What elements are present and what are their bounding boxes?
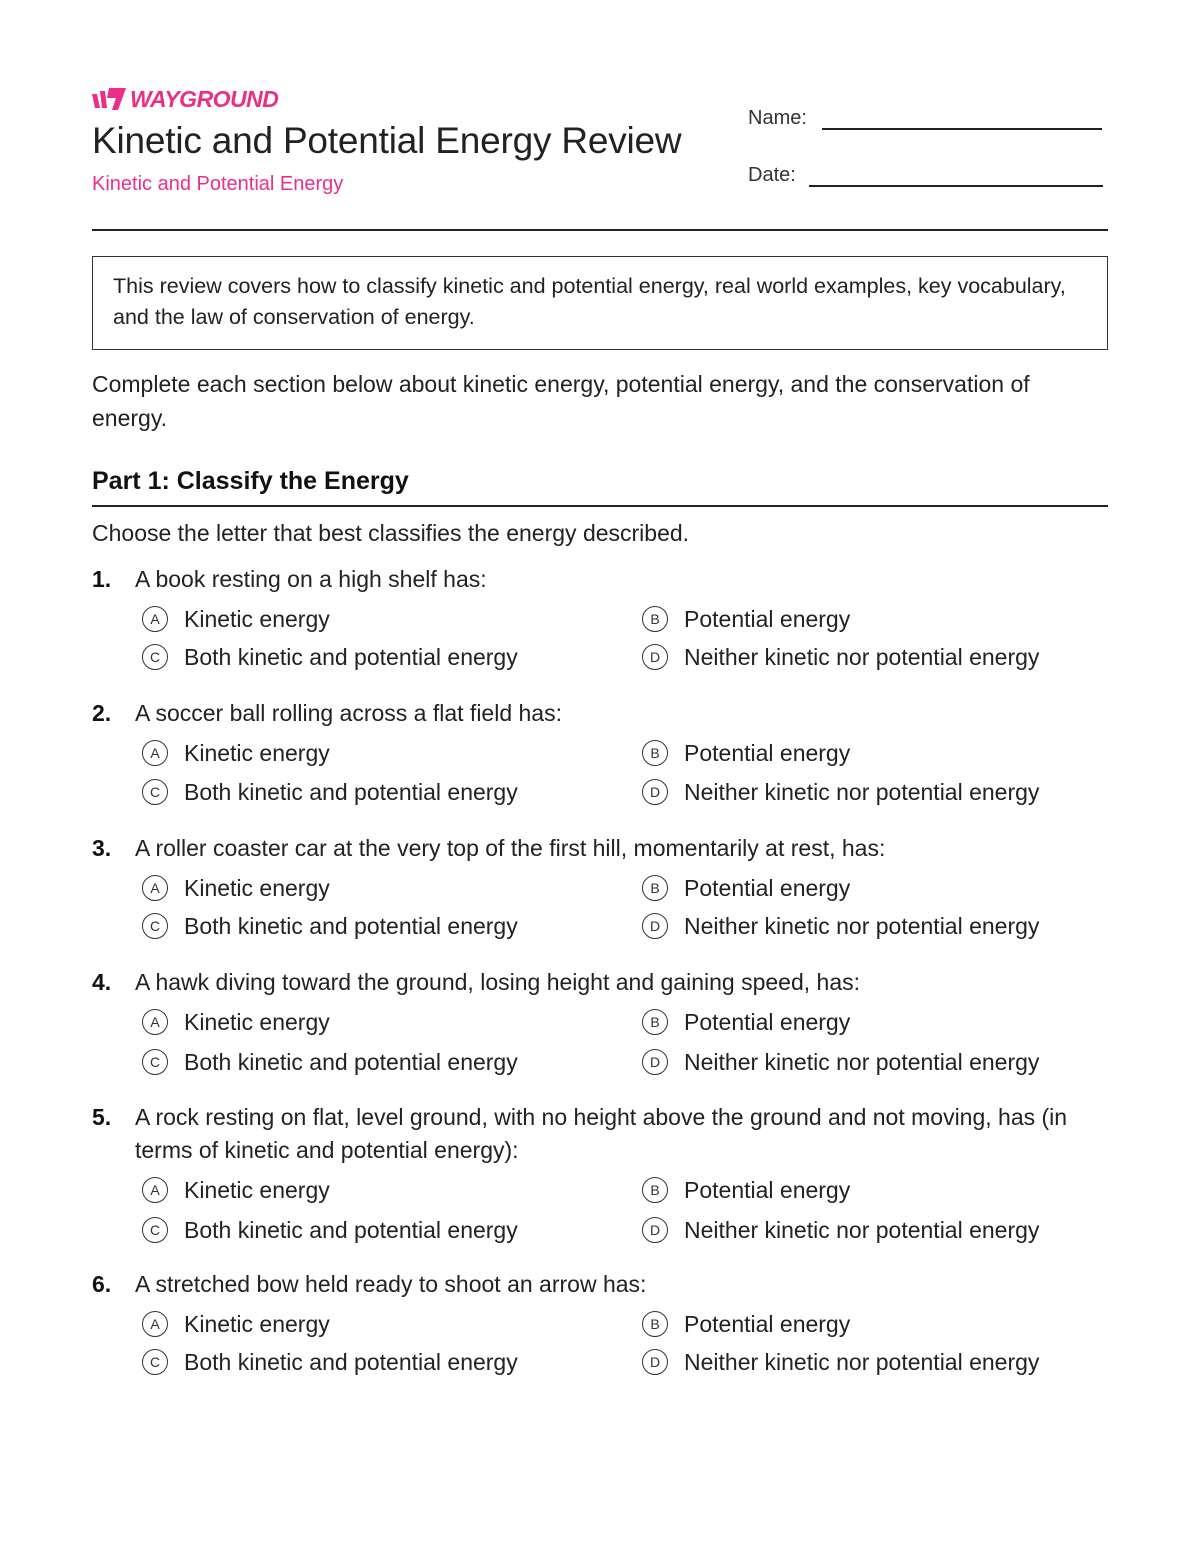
option-label: Potential energy [684, 606, 851, 632]
option-b[interactable] [642, 738, 850, 768]
option-d[interactable] [642, 1347, 1039, 1377]
option-bubble[interactable]: D [642, 913, 668, 939]
name-input-line[interactable] [822, 106, 1102, 130]
option-bubble[interactable]: C [142, 1217, 168, 1243]
option-bubble[interactable]: D [642, 644, 668, 670]
option-label: Both kinetic and potential energy [184, 779, 518, 805]
question-4 [92, 966, 1108, 1075]
option-a[interactable] [142, 873, 330, 903]
question-number: 5. [92, 1104, 112, 1130]
option-label: Potential energy [684, 740, 851, 766]
wayground-logo-icon [92, 86, 126, 112]
question-number: 6. [92, 1271, 112, 1297]
option-label: Neither kinetic nor potential energy [684, 1217, 1040, 1243]
name-field [748, 106, 1102, 130]
option-c[interactable] [142, 642, 518, 672]
option-c[interactable] [142, 777, 518, 807]
option-a[interactable] [142, 1309, 330, 1339]
option-label: Potential energy [684, 875, 851, 901]
page-title: Kinetic and Potential Energy Review [92, 120, 682, 161]
option-b[interactable] [642, 1309, 850, 1339]
option-bubble[interactable]: B [642, 1009, 668, 1035]
question-text: A soccer ball rolling across a flat field has: [135, 700, 562, 726]
option-bubble[interactable]: A [142, 606, 168, 632]
question-number: 2. [92, 700, 112, 726]
option-bubble[interactable]: D [642, 1349, 668, 1375]
part1-divider [92, 505, 1108, 507]
option-a[interactable] [142, 604, 330, 634]
question-number: 3. [92, 835, 112, 861]
option-a[interactable] [142, 738, 330, 768]
part1-title: Part 1: Classify the Energy [92, 467, 409, 495]
question-text: A stretched bow held ready to shoot an arrow has: [135, 1271, 647, 1297]
option-c[interactable] [142, 1347, 518, 1377]
option-label: Both kinetic and potential energy [184, 1049, 518, 1075]
option-bubble[interactable]: D [642, 779, 668, 805]
intro-box: This review covers how to classify kinetic and potential energy, real world examples, key vocabulary, and the law of conservation of energy. [92, 256, 1108, 350]
option-label: Kinetic energy [184, 1177, 330, 1203]
option-bubble[interactable]: A [142, 875, 168, 901]
option-bubble[interactable]: C [142, 1049, 168, 1075]
option-label: Kinetic energy [184, 606, 330, 632]
option-label: Potential energy [684, 1009, 851, 1035]
option-bubble[interactable]: C [142, 1349, 168, 1375]
option-b[interactable] [642, 604, 850, 634]
option-bubble[interactable]: A [142, 740, 168, 766]
option-label: Both kinetic and potential energy [184, 644, 518, 670]
question-5 [92, 1101, 1108, 1243]
part1-instruction: Choose the letter that best classifies the energy described. [92, 520, 690, 546]
option-bubble[interactable]: D [642, 1217, 668, 1243]
question-1 [92, 563, 1108, 670]
option-bubble[interactable]: A [142, 1009, 168, 1035]
option-c[interactable] [142, 911, 518, 941]
question-3 [92, 832, 1108, 939]
option-bubble[interactable]: C [142, 779, 168, 805]
option-bubble[interactable]: A [142, 1311, 168, 1337]
option-b[interactable] [642, 873, 850, 903]
option-label: Kinetic energy [184, 1009, 330, 1035]
question-number: 1. [92, 566, 112, 592]
option-bubble[interactable]: C [142, 644, 168, 670]
option-label: Neither kinetic nor potential energy [684, 779, 1040, 805]
question-number: 4. [92, 969, 112, 995]
date-label: Date: [748, 164, 796, 186]
option-a[interactable] [142, 1007, 330, 1037]
option-bubble[interactable]: B [642, 606, 668, 632]
option-label: Both kinetic and potential energy [184, 1217, 518, 1243]
question-text: A roller coaster car at the very top of the first hill, momentarily at rest, has: [135, 835, 886, 861]
option-label: Neither kinetic nor potential energy [684, 913, 1040, 939]
option-d[interactable] [642, 777, 1039, 807]
option-bubble[interactable]: B [642, 1311, 668, 1337]
option-d[interactable] [642, 1047, 1039, 1077]
option-label: Neither kinetic nor potential energy [684, 1349, 1040, 1375]
option-c[interactable] [142, 1047, 518, 1077]
name-label: Name: [748, 107, 807, 129]
option-label: Neither kinetic nor potential energy [684, 1049, 1040, 1075]
instructions: Complete each section below about kinetic energy, potential energy, and the conservation of energy. [92, 371, 1030, 431]
option-label: Both kinetic and potential energy [184, 913, 518, 939]
option-b[interactable] [642, 1175, 850, 1205]
option-label: Neither kinetic nor potential energy [684, 644, 1040, 670]
option-a[interactable] [142, 1175, 330, 1205]
option-d[interactable] [642, 642, 1039, 672]
brand-name: WAYGROUND [130, 86, 279, 112]
question-text: A hawk diving toward the ground, losing height and gaining speed, has: [135, 969, 861, 995]
option-label: Both kinetic and potential energy [184, 1349, 518, 1375]
option-bubble[interactable]: A [142, 1177, 168, 1203]
question-text: A rock resting on flat, level ground, with no height above the ground and not moving, has (in terms of kinetic and potential energy): [135, 1104, 1068, 1163]
option-label: Kinetic energy [184, 1311, 330, 1337]
option-label: Kinetic energy [184, 740, 330, 766]
question-6 [92, 1268, 1108, 1375]
date-field [748, 163, 1103, 187]
header-divider [92, 229, 1108, 231]
option-label: Potential energy [684, 1311, 851, 1337]
option-bubble[interactable]: B [642, 875, 668, 901]
option-bubble[interactable]: B [642, 740, 668, 766]
brand-logo [92, 86, 278, 112]
option-bubble[interactable]: C [142, 913, 168, 939]
option-bubble[interactable]: B [642, 1177, 668, 1203]
date-input-line[interactable] [809, 163, 1103, 187]
question-2 [92, 697, 1108, 805]
option-label: Potential energy [684, 1177, 851, 1203]
page-subtitle: Kinetic and Potential Energy [92, 173, 344, 195]
option-d[interactable] [642, 1215, 1039, 1245]
option-label: Kinetic energy [184, 875, 330, 901]
option-d[interactable] [642, 911, 1039, 941]
question-text: A book resting on a high shelf has: [135, 566, 487, 592]
option-b[interactable] [642, 1007, 850, 1037]
option-c[interactable] [142, 1215, 518, 1245]
option-bubble[interactable]: D [642, 1049, 668, 1075]
